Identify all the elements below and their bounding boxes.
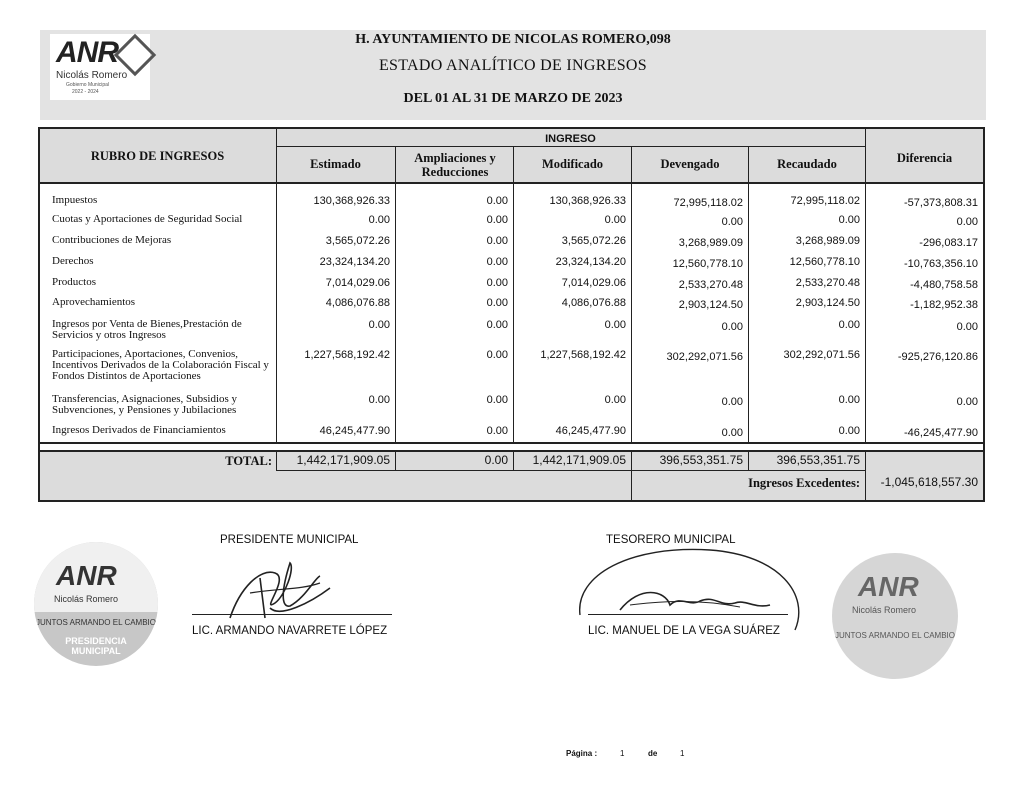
treasurer-title: TESORERO MUNICIPAL	[606, 534, 736, 546]
cell-devengado: 0.00	[721, 396, 743, 408]
cell-modificado: 23,324,134.20	[555, 256, 626, 268]
col-rubro-header: RUBRO DE INGRESOS	[90, 149, 225, 163]
cell-devengado: 12,560,778.10	[672, 258, 743, 270]
cell-diferencia: -296,083.17	[919, 237, 978, 249]
cell-recaudado: 3,268,989.09	[795, 235, 860, 247]
total-modificado: 1,442,171,909.05	[532, 453, 626, 467]
cell-devengado: 0.00	[721, 216, 743, 228]
cell-recaudado: 2,903,124.50	[795, 297, 860, 309]
col-estimado-header: Estimado	[310, 157, 361, 171]
grid-line	[40, 442, 983, 444]
logo-name: Nicolás Romero	[56, 70, 128, 81]
total-ampliaciones: 0.00	[484, 453, 508, 467]
treasurer-signature	[570, 535, 810, 645]
cell-diferencia: -925,276,120.86	[897, 351, 978, 363]
cell-devengado: 72,995,118.02	[673, 197, 743, 209]
header-band	[40, 30, 986, 120]
grid-line	[40, 450, 983, 452]
cell-devengado: 0.00	[721, 427, 743, 439]
cell-devengado: 302,292,071.56	[666, 351, 743, 363]
cell-estimado: 0.00	[368, 214, 390, 226]
grid-line	[276, 129, 277, 182]
cell-estimado: 3,565,072.26	[325, 235, 390, 247]
row-label: Impuestos	[52, 194, 98, 206]
total-recaudado: 396,553,351.75	[776, 453, 860, 467]
row-label: Derechos	[52, 255, 94, 267]
grid-line	[395, 450, 396, 470]
grid-line	[395, 146, 396, 182]
col-modificado-header: Modificado	[541, 157, 604, 171]
cell-estimado: 130,368,926.33	[313, 195, 390, 207]
cell-ampliaciones: 0.00	[486, 235, 508, 247]
entity-name: H. AYUNTAMIENTO DE NICOLAS ROMERO,098	[355, 32, 671, 47]
cell-estimado: 0.00	[368, 394, 390, 406]
left-seal-logo: ANR	[56, 560, 117, 591]
page-of-label: de	[648, 749, 658, 758]
president-title: PRESIDENTE MUNICIPAL	[220, 534, 359, 546]
cell-diferencia: -10,763,356.10	[903, 258, 978, 270]
cell-modificado: 7,014,029.06	[561, 277, 626, 289]
logo-sub: Gobierno Municipal	[66, 82, 110, 88]
row-label: Aprovechamientos	[52, 296, 136, 308]
cell-estimado: 1,227,568,192.42	[304, 349, 390, 361]
grid-line	[513, 450, 514, 470]
cell-recaudado: 302,292,071.56	[783, 349, 860, 361]
cell-estimado: 0.00	[368, 319, 390, 331]
cell-ampliaciones: 0.00	[486, 349, 508, 361]
grid-line	[865, 450, 866, 500]
col-diferencia-header: Diferencia	[896, 151, 953, 165]
grid-line	[276, 470, 865, 471]
cell-diferencia: -4,480,758.58	[910, 279, 978, 291]
col-ampliaciones-header: Ampliaciones y Reducciones	[414, 151, 496, 179]
cell-devengado: 3,268,989.09	[678, 237, 743, 249]
cell-recaudado: 0.00	[838, 319, 860, 331]
excedentes-value: -1,045,618,557.30	[880, 475, 978, 489]
right-seal-ring: JUNTOS ARMANDO EL CAMBIO	[834, 631, 956, 640]
cell-modificado: 0.00	[604, 394, 626, 406]
row-label: Participaciones, Aportaciones, Convenios, Incentivos Derivados de la Colaboración Fiscal y Fondos Distintos de Aportaciones	[52, 348, 269, 382]
row-label: Ingresos por Venta de Bienes,Prestación de Servicios y otros Ingresos	[52, 318, 242, 341]
cell-devengado: 2,903,124.50	[678, 299, 743, 311]
cell-diferencia: -1,182,952.38	[910, 299, 978, 311]
cell-recaudado: 72,995,118.02	[790, 195, 860, 207]
cell-recaudado: 0.00	[838, 425, 860, 437]
row-label: Cuotas y Aportaciones de Seguridad Social	[52, 213, 243, 225]
report-period: DEL 01 AL 31 DE MARZO DE 2023	[403, 91, 623, 106]
page-label: Página :	[566, 749, 598, 758]
cell-estimado: 23,324,134.20	[319, 256, 390, 268]
cell-diferencia: 0.00	[956, 396, 978, 408]
total-devengado: 396,553,351.75	[659, 453, 743, 467]
income-table	[38, 127, 985, 502]
col-recaudado-header: Recaudado	[777, 157, 837, 171]
grid-line	[631, 146, 632, 182]
page-number: 1	[620, 749, 625, 758]
cell-modificado: 130,368,926.33	[549, 195, 626, 207]
cell-recaudado: 2,533,270.48	[795, 277, 860, 289]
president-name: LIC. ARMANDO NAVARRETE LÓPEZ	[192, 625, 388, 637]
right-seal-logo: ANR	[858, 571, 919, 602]
row-label: Ingresos Derivados de Financiamientos	[52, 424, 226, 436]
grid-line	[40, 182, 983, 184]
total-estimado: 1,442,171,909.05	[296, 453, 390, 467]
row-label: Transferencias, Asignaciones, Subsidios y Subvenciones, y Pensiones y Jubilaciones	[52, 393, 238, 416]
cell-ampliaciones: 0.00	[486, 256, 508, 268]
cell-recaudado: 0.00	[838, 394, 860, 406]
left-seal-ring: JUNTOS ARMANDO EL CAMBIO	[35, 618, 157, 627]
left-seal-office: PRESIDENCIA MUNICIPAL	[65, 636, 127, 656]
left-official-seal	[34, 542, 158, 666]
cell-estimado: 46,245,477.90	[319, 425, 390, 437]
treasurer-name: LIC. MANUEL DE LA VEGA SUÁREZ	[588, 625, 780, 637]
cell-diferencia: -57,373,808.31	[903, 197, 978, 209]
left-seal-name: Nicolás Romero	[54, 594, 119, 604]
col-devengado-header: Devengado	[660, 157, 720, 171]
cell-ampliaciones: 0.00	[486, 394, 508, 406]
grid-line	[276, 450, 277, 470]
grid-line	[865, 129, 866, 182]
cell-recaudado: 12,560,778.10	[789, 256, 860, 268]
cell-ampliaciones: 0.00	[486, 319, 508, 331]
row-label: Productos	[52, 276, 96, 288]
cell-ampliaciones: 0.00	[486, 214, 508, 226]
cell-diferencia: 0.00	[956, 216, 978, 228]
cell-ampliaciones: 0.00	[486, 425, 508, 437]
total-label: TOTAL:	[225, 454, 272, 468]
cell-recaudado: 0.00	[838, 214, 860, 226]
page-total: 1	[680, 749, 685, 758]
row-label: Contribuciones de Mejoras	[52, 234, 172, 246]
cell-ampliaciones: 0.00	[486, 195, 508, 207]
logo-years: 2022 - 2024	[72, 89, 99, 95]
municipal-logo	[50, 34, 150, 100]
cell-estimado: 4,086,076.88	[325, 297, 390, 309]
cell-modificado: 1,227,568,192.42	[540, 349, 626, 361]
logo-letters: ANR	[56, 36, 118, 69]
grid-line	[276, 146, 865, 147]
report-title: ESTADO ANALÍTICO DE INGRESOS	[378, 57, 647, 74]
cell-diferencia: 0.00	[956, 321, 978, 333]
cell-modificado: 0.00	[604, 319, 626, 331]
col-ingreso-group-header: INGRESO	[545, 133, 596, 145]
cell-modificado: 46,245,477.90	[555, 425, 626, 437]
cell-estimado: 7,014,029.06	[325, 277, 390, 289]
grid-line	[631, 450, 632, 500]
cell-modificado: 4,086,076.88	[561, 297, 626, 309]
cell-ampliaciones: 0.00	[486, 297, 508, 309]
cell-ampliaciones: 0.00	[486, 277, 508, 289]
cell-devengado: 0.00	[721, 321, 743, 333]
grid-line	[513, 146, 514, 182]
right-official-seal	[832, 553, 958, 679]
grid-line	[748, 450, 749, 470]
cell-diferencia: -46,245,477.90	[903, 427, 978, 439]
cell-modificado: 3,565,072.26	[561, 235, 626, 247]
right-seal-name: Nicolás Romero	[852, 605, 917, 615]
excedentes-label: Ingresos Excedentes:	[748, 476, 860, 490]
president-signature	[220, 548, 350, 638]
grid-line	[748, 146, 749, 182]
cell-modificado: 0.00	[604, 214, 626, 226]
cell-devengado: 2,533,270.48	[678, 279, 743, 291]
